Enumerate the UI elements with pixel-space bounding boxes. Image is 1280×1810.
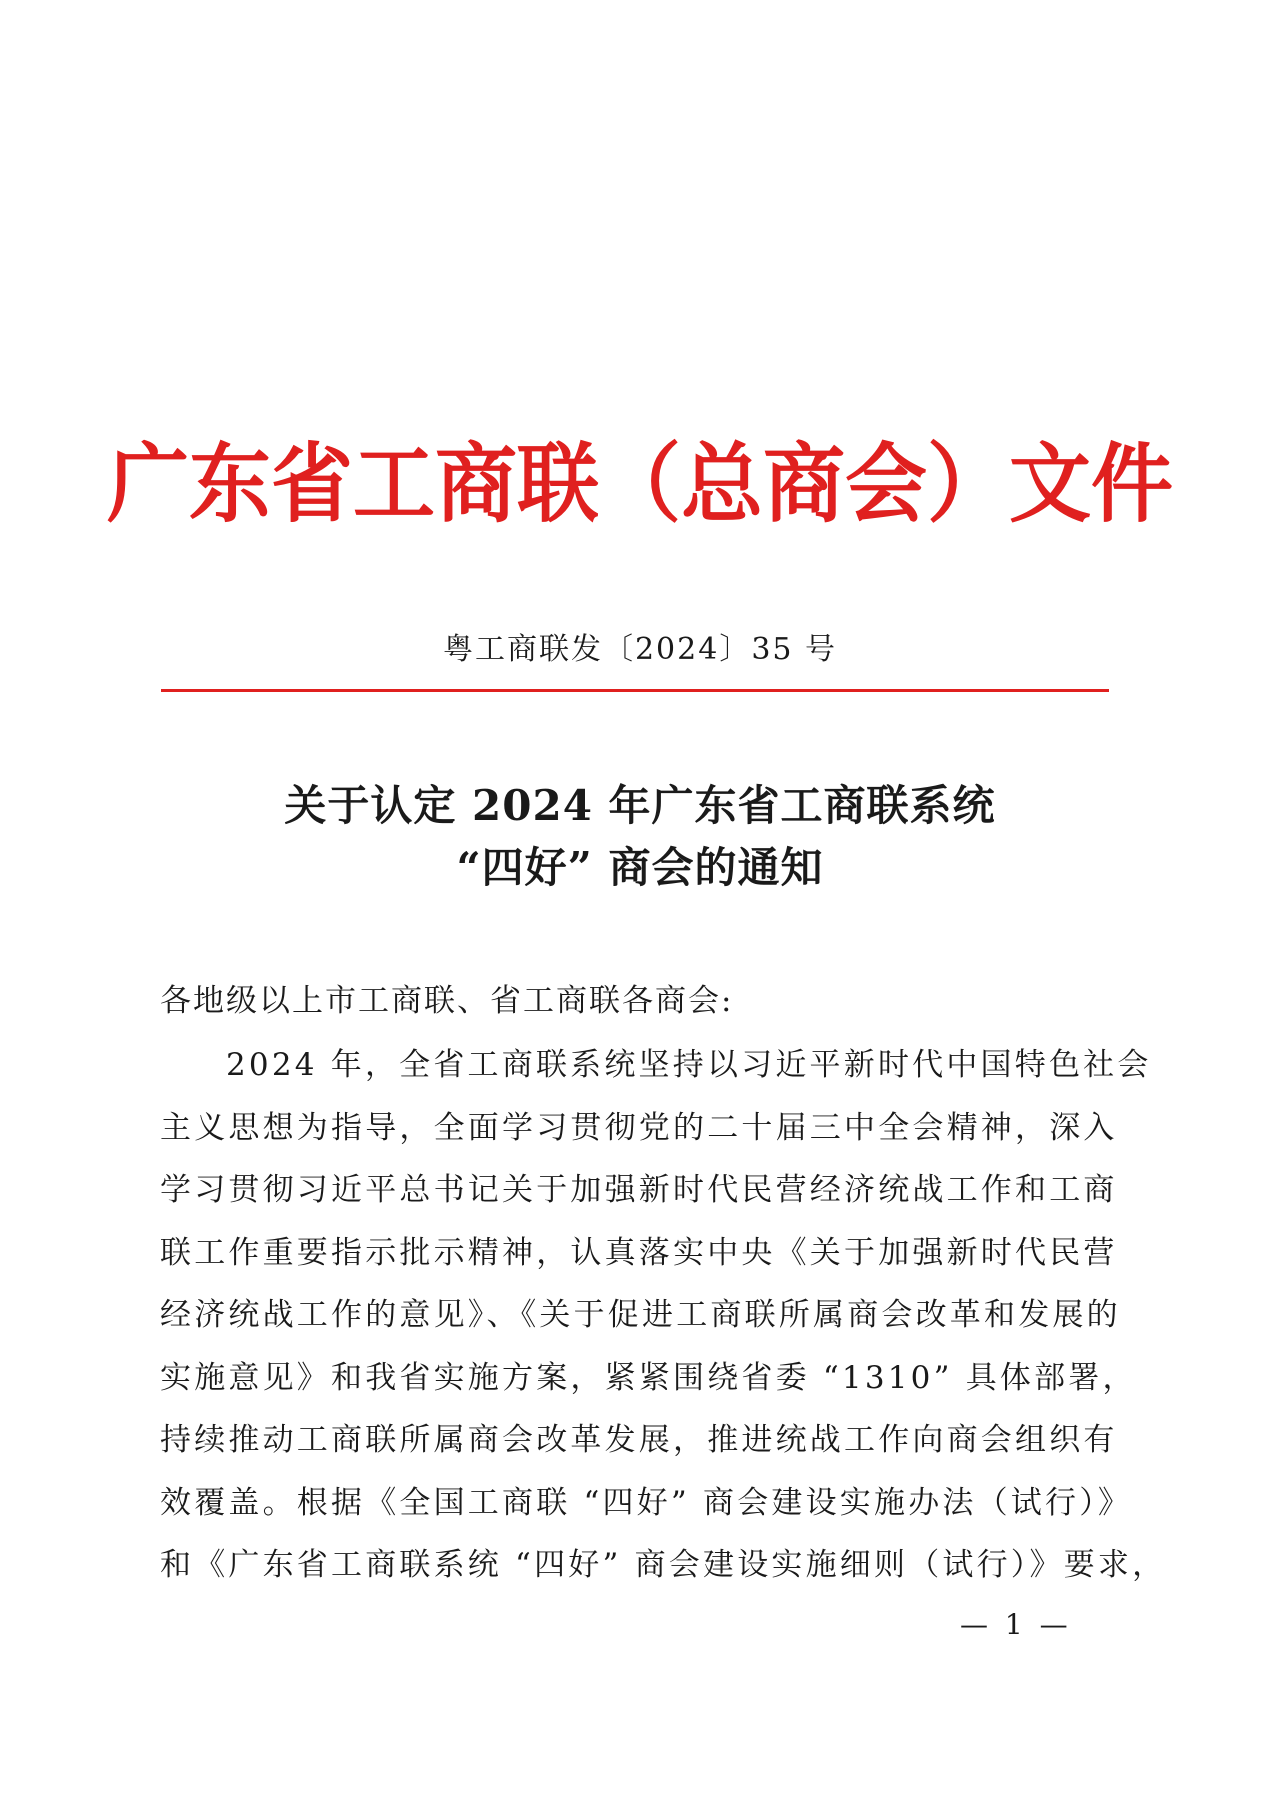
body-line: 和《广东省工商联系统 “四好” 商会建设实施细则（试行）》要求， [160, 1547, 1167, 1583]
body-line: 2024 年，全省工商联系统坚持以习近平新时代中国特色社会 [226, 1047, 1152, 1083]
notice-title [0, 775, 1280, 899]
notice-title-line-1: 关于认定 2024 年广东省工商联系统 [284, 781, 996, 830]
body-line: 实施意见》和我省实施方案，紧紧围绕省委 “1310” 具体部署， [160, 1359, 1137, 1396]
body-line: 学习贯彻习近平总书记关于加强新时代民营经济统战工作和工商 [160, 1172, 1118, 1208]
body-line: 联工作重要指示批示精神，认真落实中央《关于加强新时代民营 [160, 1234, 1118, 1271]
page-number: — 1 — [960, 1608, 1072, 1641]
salutation: 各地级以上市工商联、省工商联各商会: [160, 983, 734, 1019]
masthead-title: 广东省工商联（总商会）文件 [106, 434, 1173, 535]
body-line: 效覆盖。根据《全国工商联 “四好” 商会建设实施办法（试行）》 [160, 1484, 1133, 1521]
body-line: 主义思想为指导，全面学习贯彻党的二十届三中全会精神，深入 [160, 1109, 1118, 1146]
body-paragraph [160, 1034, 1167, 1597]
notice-title-line-2: “四好” 商会的通知 [456, 843, 824, 892]
document-number: 粤工商联发〔2024〕35 号 [442, 632, 838, 667]
red-divider-line [161, 689, 1109, 692]
body-line: 经济统战工作的意见》、《关于促进工商联所属商会改革和发展的 [160, 1297, 1121, 1333]
body-line: 持续推动工商联所属商会改革发展，推进统战工作向商会组织有 [160, 1422, 1118, 1458]
